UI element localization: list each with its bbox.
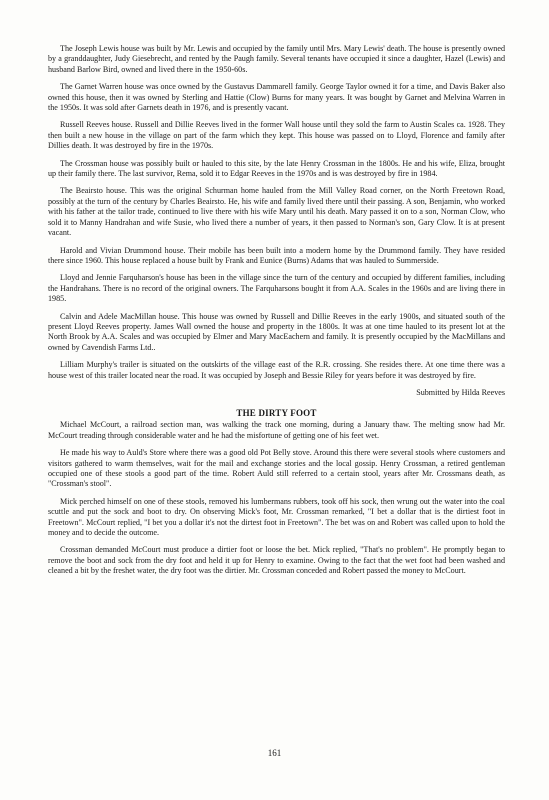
paragraph-lewis-house: The Joseph Lewis house was built by Mr. Lewis and occupied by the family until Mrs. Mary Lewis' death. The house is presently owned by a granddaughter, Judy Giesebrecht, and rented by the Paugh family. Several tenants have occupied it since a daughter, Hazel (Lewis) and husband Barlow Bird, owned and lived there in the 1950-60s. bbox=[48, 44, 505, 74]
section-heading: THE DIRTY FOOT bbox=[236, 408, 317, 419]
paragraph-murphy-trailer: Lilliam Murphy's trailer is situated on the outskirts of the village east of the R.R. crossing. She resides there. At one time there was a house west of this trailer located near the road. It was occupied by Joseph and Bessie Riley for years before it was destroyed by fire. bbox=[48, 360, 505, 380]
paragraph-macmillan-house: Calvin and Adele MacMillan house. This house was owned by Russell and Dillie Reeves in the early 1900s, and situated south of the present Lloyd Reeves property. James Wall owned the house and property in the 1800s. It was at one time hauled to its present lot at the North Brook by A.A. Scales and was occupied by Elmer and Mary MacEachern and family. It is presently occupied by the MacMillans and owned by Cavendish Farms Ltd.. bbox=[48, 311, 505, 352]
paragraph-farquharson-house: Lloyd and Jennie Farquharson's house has been in the village since the turn of the century and occupied by different families, including the Handrahans. There is no record of the original owners. The Farquharsons bought it from A.A. Scales in the 1960s and are living there in 1985. bbox=[48, 273, 505, 304]
paragraph-story-bet: Mick perched himself on one of these stools, removed his lumbermans rubbers, took off his sock, then wrung out the water into the coal scuttle and put the sock and boot to dry. On observing Mick's foot, Mr. Crossman remarked, "I bet a dollar that is the dirtiest foot in Freetown". McCourt replied, "I bet you a dollar it's not the dirtest foot in Freetown". The bet was on and Robert was called upon to hold the money and to decide the outcome. bbox=[48, 496, 505, 538]
paragraph-crossman-house: The Crossman house was possibly built or hauled to this site, by the late Henry Crossman in the 1800s. He and his wife, Eliza, brought up their family there. The last survivor, Rema, sold it to Edgar Reeves in the 1970s and is was destroyed by fire in 1984. bbox=[48, 158, 505, 179]
paragraph-warren-house: The Garnet Warren house was once owned by the Gustavus Dammarell family. George Taylor owned it for a time, and Davis Baker also owned this house, then it was owned by Sterling and Hattie (Clow) Burns for many years. It was bought by Garnet and Melvina Warren in the 1950s. It was sold after Garnets death in 1976, and is presently vacant. bbox=[48, 82, 505, 113]
paragraph-story-outcome: Crossman demanded McCourt must produce a dirtier foot or loose the bet. Mick replied, "That's no problem". He promptly began to remove the boot and sock from the dry foot and held it up for Henry to examine. Owing to the fact that the wet foot had been washed and cleaned a bit by the freshet water, the dry foot was the dirtier. Mr. Crossman conceded and Robert passed the money to McCourt. bbox=[48, 545, 505, 576]
submitted-by-credit: Submitted by Hilda Reeves bbox=[416, 387, 505, 397]
paragraph-reeves-house: Russell Reeves house. Russell and Dillie Reeves lived in the former Wall house until they sold the farm to Austin Scales ca. 1928. They then built a new house in the village on part of the farm which they kept. This house was passed on to Lloyd, Florence and family after Dillies death. It was destroyed by fire in the 1970s. bbox=[48, 120, 505, 151]
paragraph-drummond-house: Harold and Vivian Drummond house. Their mobile has been built into a modern home by the Drummond family. They have resided there since 1960. This house replaced a house built by Frank and Eunice (Burns) Adams that was hauled to Summerside. bbox=[48, 245, 505, 265]
page-number: 161 bbox=[267, 748, 282, 758]
paragraph-beairsto-house: The Beairsto house. This was the original Schurman home hauled from the Mill Valley Road corner, on the North Freetown Road, possibly at the turn of the century by Charles Beairsto. He, his wife and family lived there until their passing. A son, Benjamin, who worked with his father at the tailor trade, continued to live there with his wife Mary until his death. Mary passed it on to a son, Norman Clow, who sold it to Manny Handrahan and wife Susie, who lived there a number of years, it then passed to Norman's son, Gary Clow. It is at present vacant. bbox=[48, 186, 505, 238]
paragraph-story-intro: Michael McCourt, a railroad section man, was walking the track one morning, during a January thaw. The melting snow had Mr. McCourt treading through considerable water and he had the misfortune of getting one of his feet wet. bbox=[48, 420, 505, 440]
paragraph-story-store: He made his way to Auld's Store where there was a good old Pot Belly stove. Around this there were several stools where customers and visitors gathered to warm themselves, wait for the mail and exchange stories and the local gossip. Henry Crossman, a retired gentleman occupied one of these stools a good part of the time. Robert Auld still referred to a certain stool, years after Mr. Crossmans death, as "Crossman's stool". bbox=[48, 448, 505, 489]
